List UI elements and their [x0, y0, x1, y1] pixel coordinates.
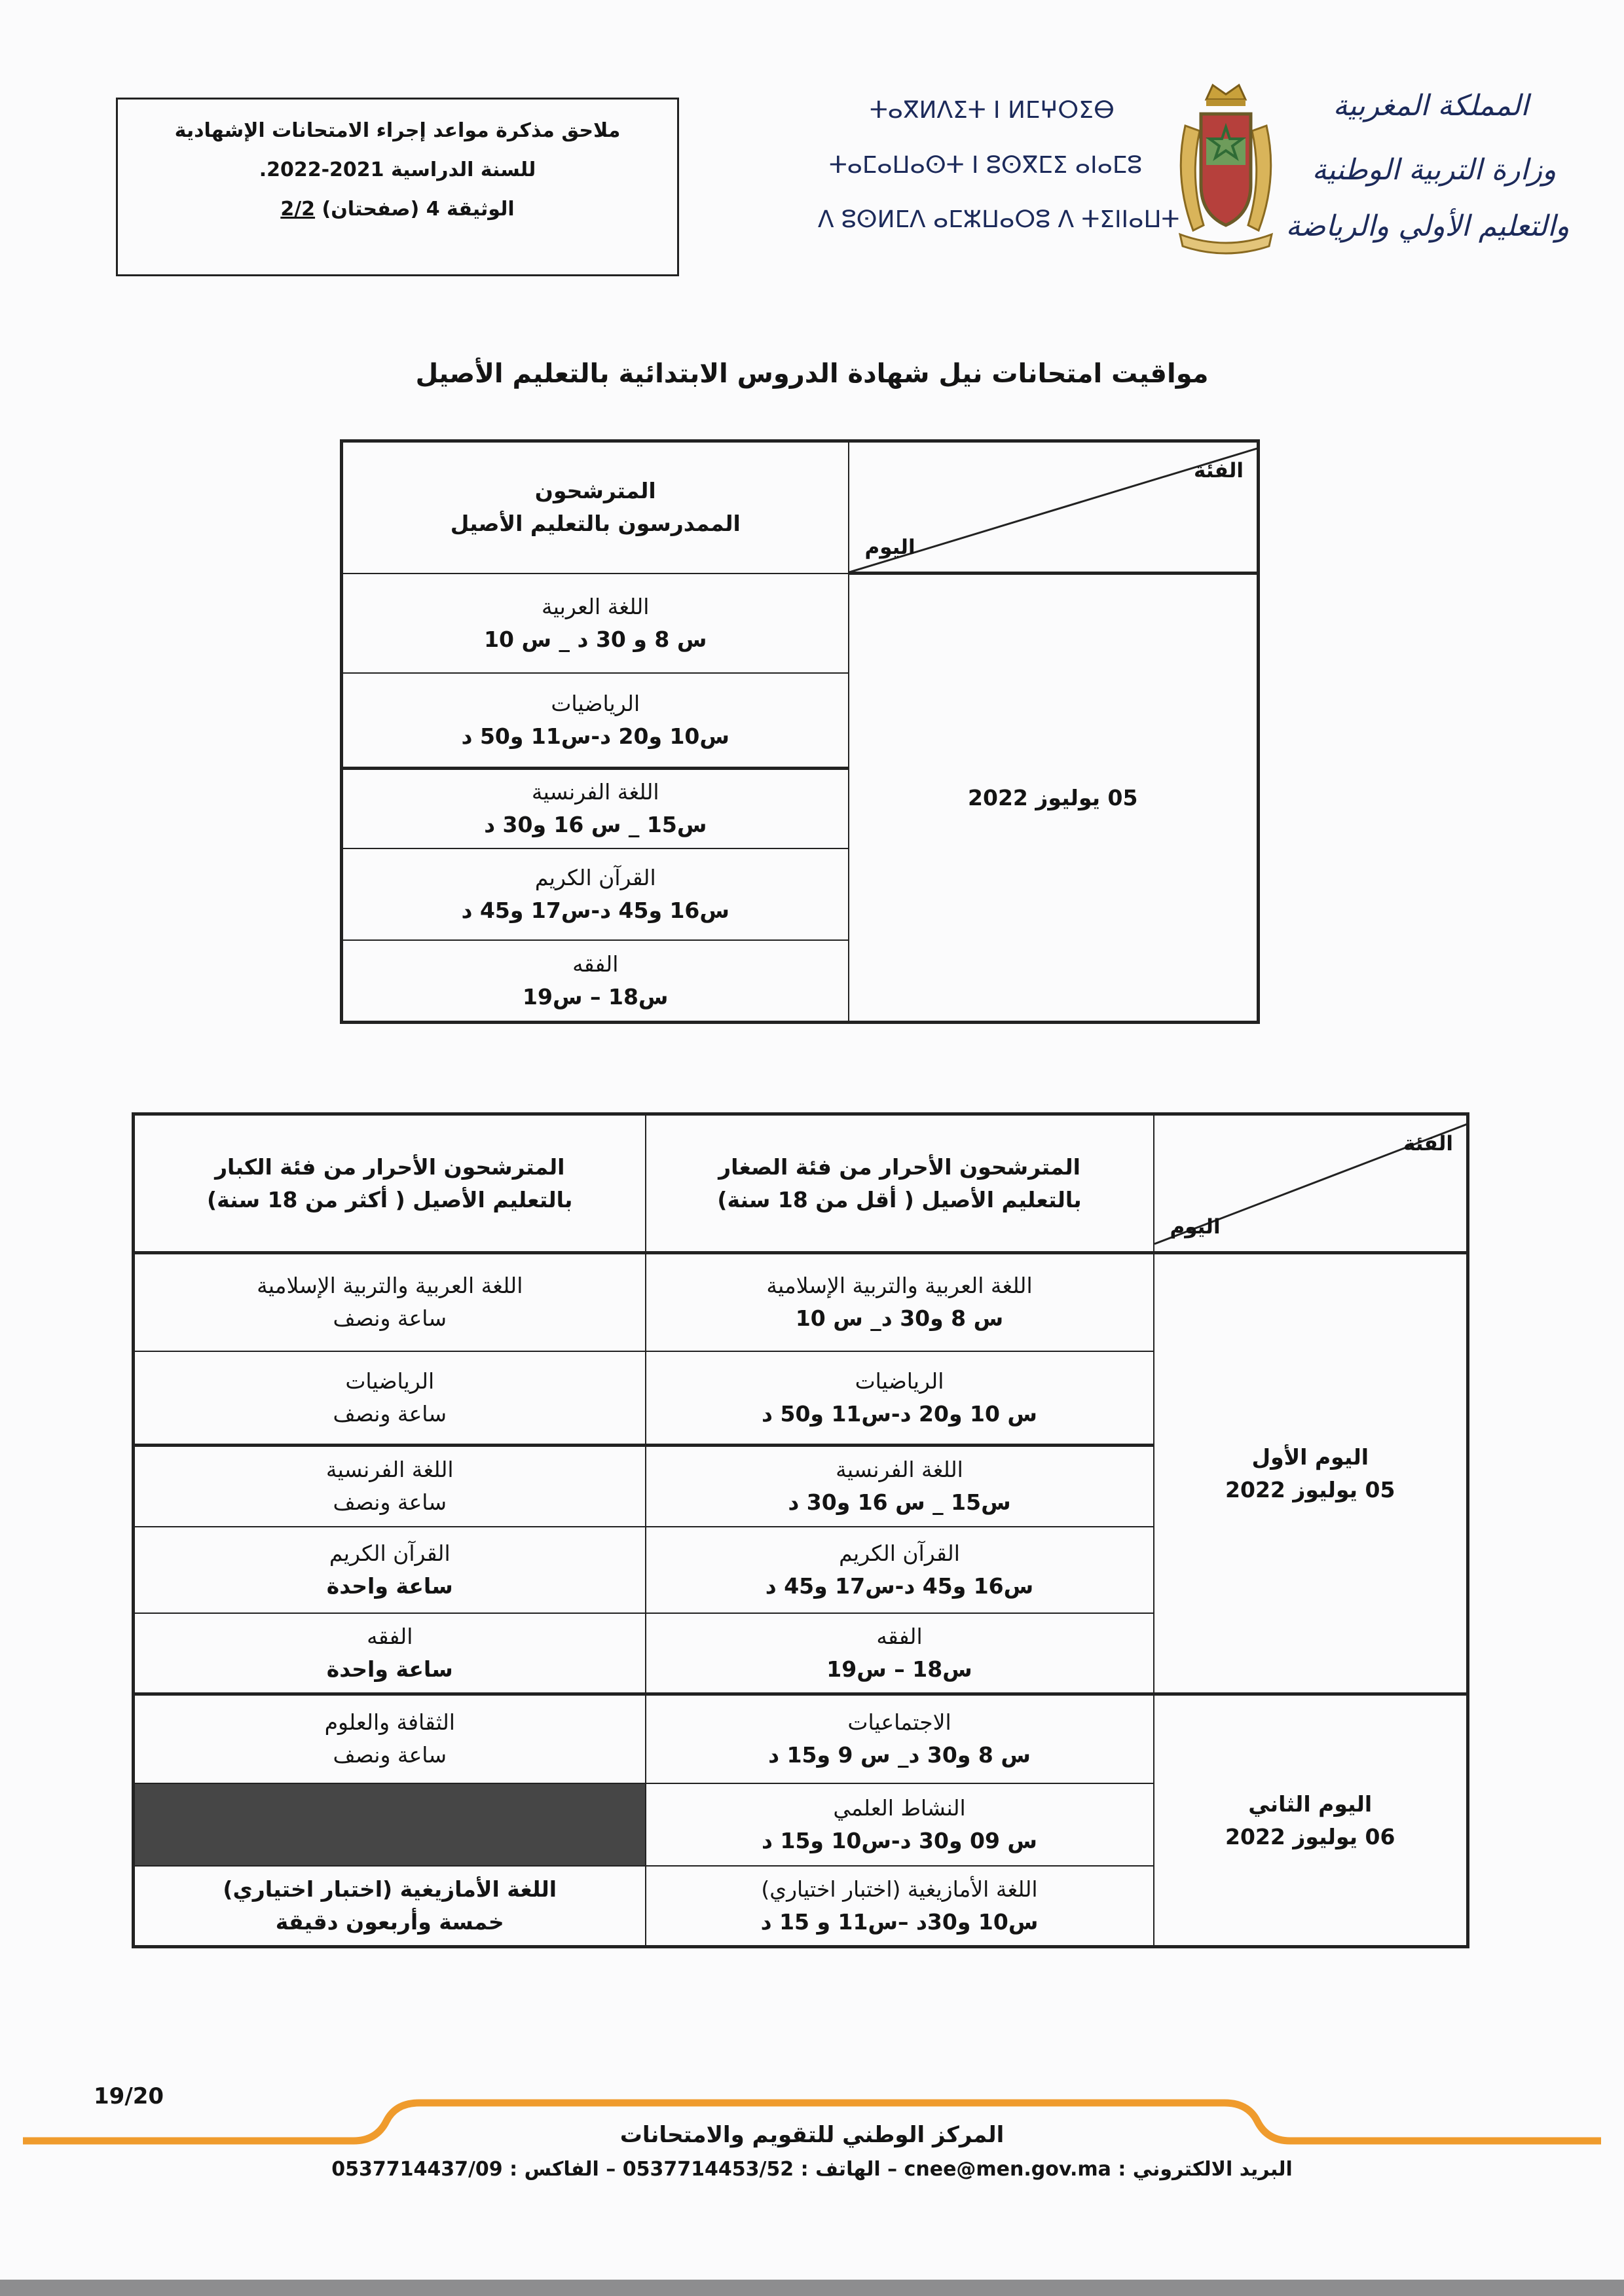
footer-center-name: المركز الوطني للتقويم والامتحانات [619, 2122, 1005, 2148]
table-row: اللغة العربية س 8 و 30 د _ س 10 [342, 574, 849, 673]
table-row: اللغة الأمازيغية (اختبار اختياري) خمسة وأربعون دقيقة [134, 1866, 646, 1947]
annex-line-1: ملاحق مذكرة مواعد إجراء الامتحانات الإشهادية [174, 119, 621, 142]
day-1-cell: اليوم الأول 05 يوليوز 2022 [1154, 1253, 1468, 1694]
annex-reference-box [116, 98, 679, 276]
page-number: 19/20 [94, 2083, 164, 2109]
table-row: الرياضيات س10 و20 د-س11 و50 د [342, 673, 849, 769]
annex-pages: 2/2 [280, 198, 316, 221]
tifinagh-line-3: ⴷ ⵓⵙⵍⵎⴷ ⴰⵎⵣⵡⴰⵔⵓ ⴷ ⵜⵉⵏⵏⴰⵡⵜ [817, 206, 1180, 233]
table-row: اللغة العربية والتربية الإسلامية ساعة ونصف [134, 1253, 646, 1351]
schedule-table-free-candidates [132, 1112, 1469, 1948]
kingdom-name: المملكة المغربية [1333, 89, 1529, 122]
schedule-table-schooled [340, 439, 1260, 1024]
exam-date-cell: 05 يوليوز 2022 [849, 574, 1259, 1023]
category-label: الفئة [1403, 1132, 1453, 1156]
scan-bottom-band [0, 2280, 1624, 2296]
table-row: الرياضيات ساعة ونصف [134, 1351, 646, 1446]
table-row: اللغة الفرنسية س15 _ س 16 و30 د [646, 1446, 1154, 1527]
ministry-name-line-2: والتعليم الأولي والرياضة [1285, 210, 1570, 243]
header-corner-cell [1154, 1114, 1468, 1253]
adult-candidates-header: المترشحون الأحرار من فئة الكبار بالتعليم الأصيل ( أكثر من 18 سنة) [134, 1114, 646, 1253]
table-row: اللغة الفرنسية ساعة ونصف [134, 1446, 646, 1527]
table-row: النشاط العلمي س 09 و30 د-س10 و15 د [646, 1783, 1154, 1866]
table-row: القرآن الكريم س16 و45 د-س17 و45 د [646, 1527, 1154, 1613]
day-label: اليوم [1170, 1215, 1221, 1239]
table-row: القرآن الكريم س16 و45 د-س17 و45 د [342, 848, 849, 940]
table-row: اللغة الفرنسية س15 _ س 16 و30 د [342, 769, 849, 848]
table-row: الفقه س18 – س19 [646, 1613, 1154, 1694]
not-applicable-cell [134, 1783, 646, 1866]
day-2-cell: اليوم الثاني 06 يوليوز 2022 [1154, 1694, 1468, 1947]
schooled-candidates-header: المترشحون الممدرسون بالتعليم الأصيل [342, 441, 849, 574]
table-row: الفقه س18 – س19 [342, 940, 849, 1023]
tifinagh-line-1: ⵜⴰⴳⵍⴷⵉⵜ ⵏ ⵍⵎⵖⵔⵉⴱ [870, 97, 1115, 124]
ministry-name-line-1: وزارة التربية الوطنية [1312, 153, 1557, 187]
header-corner-cell [849, 441, 1259, 574]
table-row: اللغة العربية والتربية الإسلامية س 8 و30 د_ س 10 [646, 1253, 1154, 1351]
document-title: مواقيت امتحانات نيل شهادة الدروس الابتدائية بالتعليم الأصيل [415, 359, 1209, 389]
annex-line-3: الوثيقة 4 (صفحتان) 2/2 [280, 198, 515, 221]
young-candidates-header: المترشحون الأحرار من فئة الصغار بالتعليم الأصيل ( أقل من 18 سنة) [646, 1114, 1154, 1253]
coat-of-arms-emblem [1167, 80, 1285, 262]
table-row: الثقافة والعلوم ساعة ونصف [134, 1694, 646, 1783]
table-row: الرياضيات س 10 و20 د-س11 و50 د [646, 1351, 1154, 1446]
table-row: الاجتماعيات س 8 و30 د_ س 9 و15 د [646, 1694, 1154, 1783]
tifinagh-line-2: ⵜⴰⵎⴰⵡⴰⵙⵜ ⵏ ⵓⵙⴳⵎⵉ ⴰⵏⴰⵎⵓ [828, 152, 1143, 179]
day-label: اليوم [864, 536, 915, 559]
footer-contact-info: البريد الالكتروني : cnee@men.gov.ma – الهاتف : 0537714453/52 – الفاكس : 0537714437/09 [331, 2158, 1293, 2181]
table-row: اللغة الأمازيغية (اختبار اختياري) س10 و30د –س11 و 15 د [646, 1866, 1154, 1947]
category-label: الفئة [1193, 459, 1244, 483]
annex-line-2: للسنة الدراسية 2021-2022. [259, 158, 536, 181]
table-row: الفقه ساعة واحدة [134, 1613, 646, 1694]
table-row: القرآن الكريم ساعة واحدة [134, 1527, 646, 1613]
